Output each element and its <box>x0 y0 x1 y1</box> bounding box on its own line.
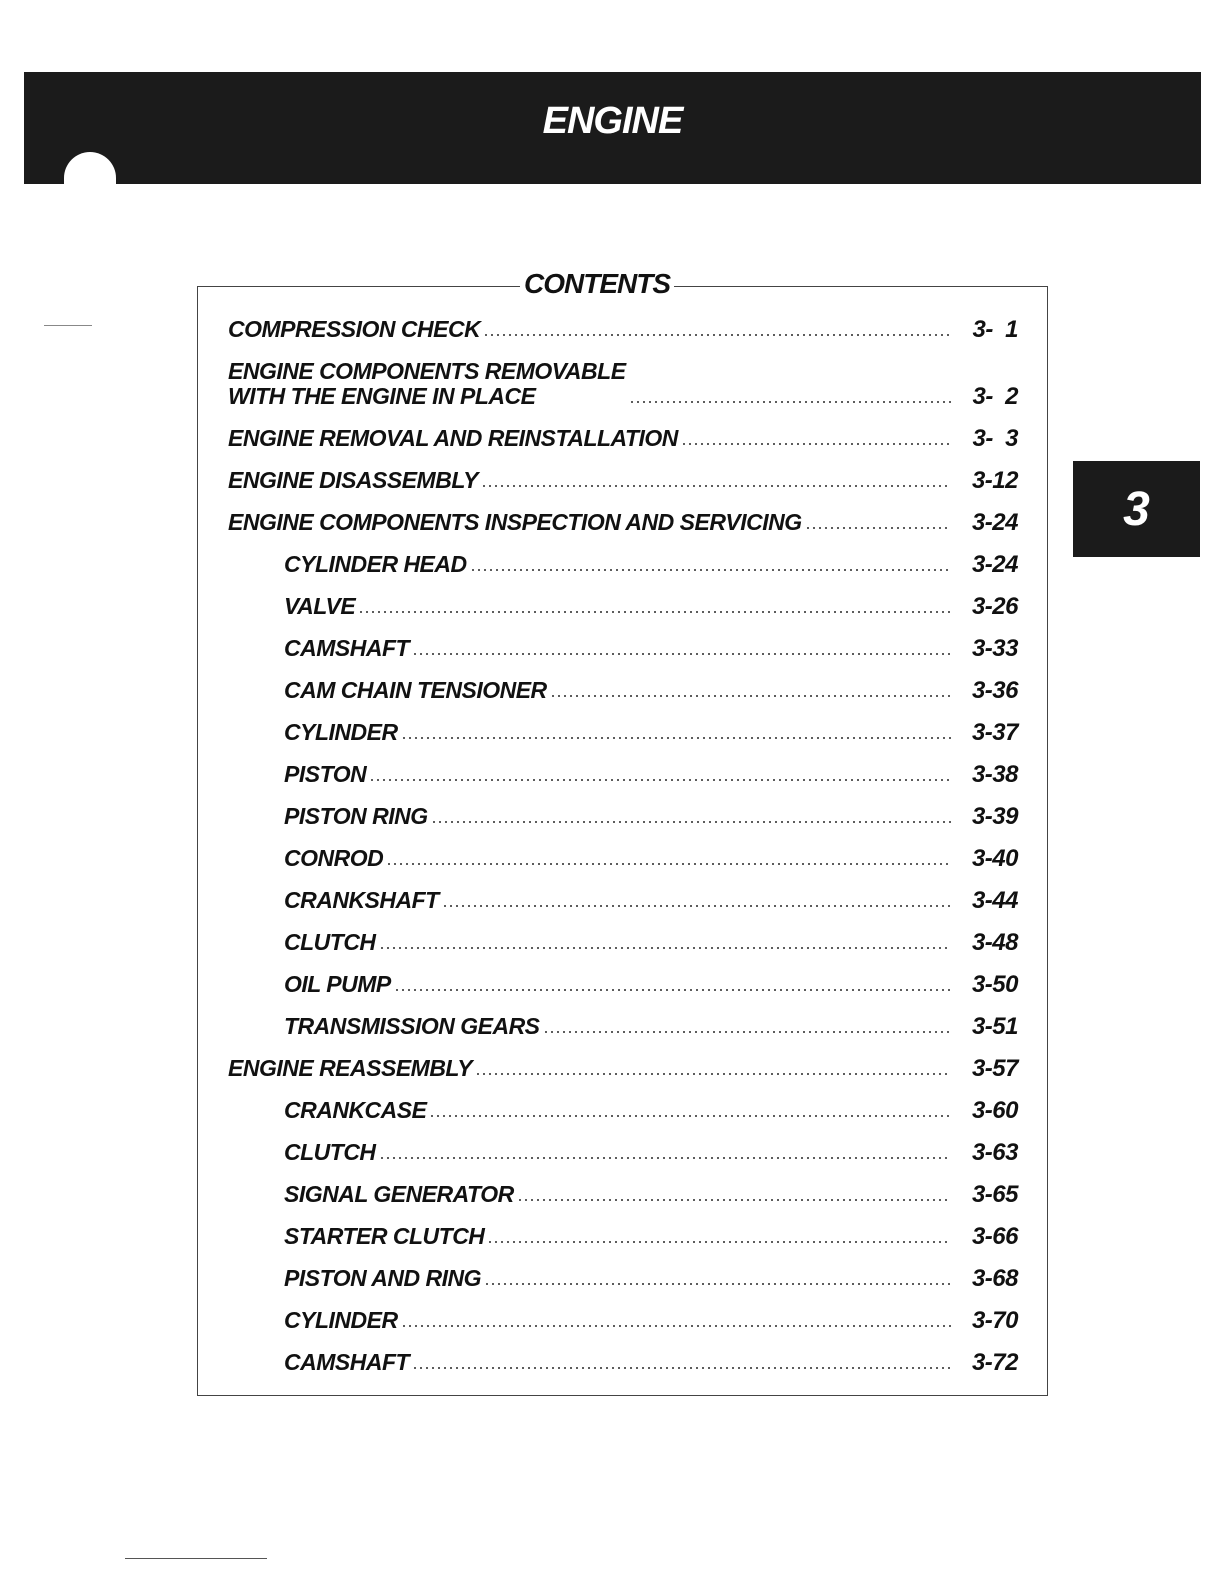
contents-title: CONTENTS <box>520 266 674 302</box>
toc-subentry[interactable] <box>228 745 1018 787</box>
toc-page: 3-60 <box>971 1097 1018 1124</box>
leader-dots <box>369 779 951 781</box>
leader-dots <box>681 443 951 445</box>
leader-dots <box>379 1157 951 1159</box>
toc-page: 3-51 <box>971 1013 1018 1040</box>
toc-label: CONROD <box>284 845 384 871</box>
toc-page: 3-66 <box>971 1223 1018 1250</box>
leader-dots <box>386 863 951 865</box>
toc-subentry[interactable] <box>228 577 1018 619</box>
leader-dots <box>481 485 951 487</box>
toc-page: 3-65 <box>971 1181 1018 1208</box>
toc-label: CAMSHAFT <box>284 635 410 661</box>
toc-subentry[interactable] <box>228 1291 1018 1333</box>
leader-dots <box>431 821 951 823</box>
toc-page: 3-24 <box>971 551 1018 578</box>
toc-page: 3-37 <box>971 719 1018 746</box>
leader-dots <box>543 1031 951 1033</box>
toc-entry[interactable] <box>228 493 1018 535</box>
toc-label: ENGINE REMOVAL AND REINSTALLATION <box>228 425 678 451</box>
toc-page: 3- 1 <box>972 316 1018 343</box>
toc-page: 3-12 <box>971 467 1018 494</box>
toc-page: 3-63 <box>971 1139 1018 1166</box>
toc-label: CAMSHAFT <box>284 1349 410 1375</box>
leader-dots <box>412 653 951 655</box>
leader-dots <box>394 989 951 991</box>
toc-label: STARTER CLUTCH <box>284 1223 485 1249</box>
toc-subentry[interactable] <box>228 1081 1018 1123</box>
toc-label <box>228 359 626 409</box>
margin-mark <box>44 325 92 326</box>
toc-label: VALVE <box>284 593 356 619</box>
banner-notch <box>64 152 116 184</box>
toc-subentry[interactable] <box>228 1165 1018 1207</box>
toc-page: 3- 3 <box>972 425 1018 452</box>
toc-subentry[interactable] <box>228 1249 1018 1291</box>
toc-entry[interactable] <box>228 409 1018 451</box>
leader-dots <box>629 401 951 403</box>
leader-dots <box>517 1199 951 1201</box>
leader-dots <box>484 1283 951 1285</box>
toc-label-line: WITH THE ENGINE IN PLACE <box>228 383 536 409</box>
toc-page: 3-26 <box>971 593 1018 620</box>
toc-entry[interactable] <box>228 1039 1018 1081</box>
toc-label: PISTON AND RING <box>284 1265 481 1291</box>
footer-rule <box>125 1558 267 1559</box>
toc-label: ENGINE DISASSEMBLY <box>228 467 478 493</box>
leader-dots <box>401 1325 951 1327</box>
toc-label: TRANSMISSION GEARS <box>284 1013 540 1039</box>
toc-subentry[interactable] <box>228 703 1018 745</box>
leader-dots <box>379 947 951 949</box>
toc-page: 3-39 <box>971 803 1018 830</box>
toc-page: 3-68 <box>971 1265 1018 1292</box>
toc-label: CLUTCH <box>284 929 376 955</box>
leader-dots <box>401 737 951 739</box>
toc-label: CYLINDER <box>284 1307 398 1333</box>
toc-label: CYLINDER <box>284 719 398 745</box>
section-number: 3 <box>1123 482 1150 536</box>
leader-dots <box>358 611 951 613</box>
toc-label: CRANKCASE <box>284 1097 427 1123</box>
toc-page: 3-50 <box>971 971 1018 998</box>
toc-subentry[interactable] <box>228 955 1018 997</box>
toc-label: SIGNAL GENERATOR <box>284 1181 514 1207</box>
leader-dots <box>475 1073 951 1075</box>
leader-dots <box>487 1241 951 1243</box>
toc-subentry[interactable] <box>228 997 1018 1039</box>
toc-entry[interactable] <box>228 300 1018 342</box>
toc-page: 3-40 <box>971 845 1018 872</box>
toc-page: 3-24 <box>971 509 1018 536</box>
toc-label-line: ENGINE COMPONENTS REMOVABLE <box>228 358 626 384</box>
leader-dots <box>429 1115 951 1117</box>
toc-subentry[interactable] <box>228 1123 1018 1165</box>
toc-subentry[interactable] <box>228 619 1018 661</box>
toc-page: 3-70 <box>971 1307 1018 1334</box>
toc-page: 3-48 <box>971 929 1018 956</box>
toc-subentry[interactable] <box>228 829 1018 871</box>
toc-page: 3-72 <box>971 1349 1018 1376</box>
toc-label: COMPRESSION CHECK <box>228 316 481 342</box>
toc-page: 3-57 <box>971 1055 1018 1082</box>
toc-page: 3- 2 <box>972 383 1018 410</box>
toc-label: CYLINDER HEAD <box>284 551 467 577</box>
leader-dots <box>483 334 951 336</box>
table-of-contents <box>228 300 1018 1375</box>
toc-subentry[interactable] <box>228 535 1018 577</box>
toc-subentry[interactable] <box>228 661 1018 703</box>
toc-subentry[interactable] <box>228 913 1018 955</box>
leader-dots <box>442 905 951 907</box>
toc-page: 3-44 <box>971 887 1018 914</box>
leader-dots <box>412 1367 951 1369</box>
toc-label: PISTON <box>284 761 367 787</box>
chapter-title: ENGINE <box>542 100 683 142</box>
toc-label: ENGINE REASSEMBLY <box>228 1055 473 1081</box>
toc-page: 3-36 <box>971 677 1018 704</box>
toc-subentry[interactable] <box>228 1207 1018 1249</box>
chapter-banner <box>24 72 1201 184</box>
toc-label: PISTON RING <box>284 803 428 829</box>
toc-page: 3-38 <box>971 761 1018 788</box>
toc-subentry[interactable] <box>228 787 1018 829</box>
leader-dots <box>805 527 951 529</box>
toc-label: CAM CHAIN TENSIONER <box>284 677 547 703</box>
toc-label: CLUTCH <box>284 1139 376 1165</box>
toc-entry[interactable] <box>228 451 1018 493</box>
toc-subentry[interactable] <box>228 1333 1018 1375</box>
toc-page: 3-33 <box>971 635 1018 662</box>
toc-entry[interactable] <box>228 342 1018 409</box>
leader-dots <box>550 695 951 697</box>
toc-label: CRANKSHAFT <box>284 887 439 913</box>
toc-label: ENGINE COMPONENTS INSPECTION AND SERVICING <box>228 509 802 535</box>
leader-dots <box>470 569 951 571</box>
toc-subentry[interactable] <box>228 871 1018 913</box>
toc-label: OIL PUMP <box>284 971 391 997</box>
section-tab <box>1073 461 1200 557</box>
